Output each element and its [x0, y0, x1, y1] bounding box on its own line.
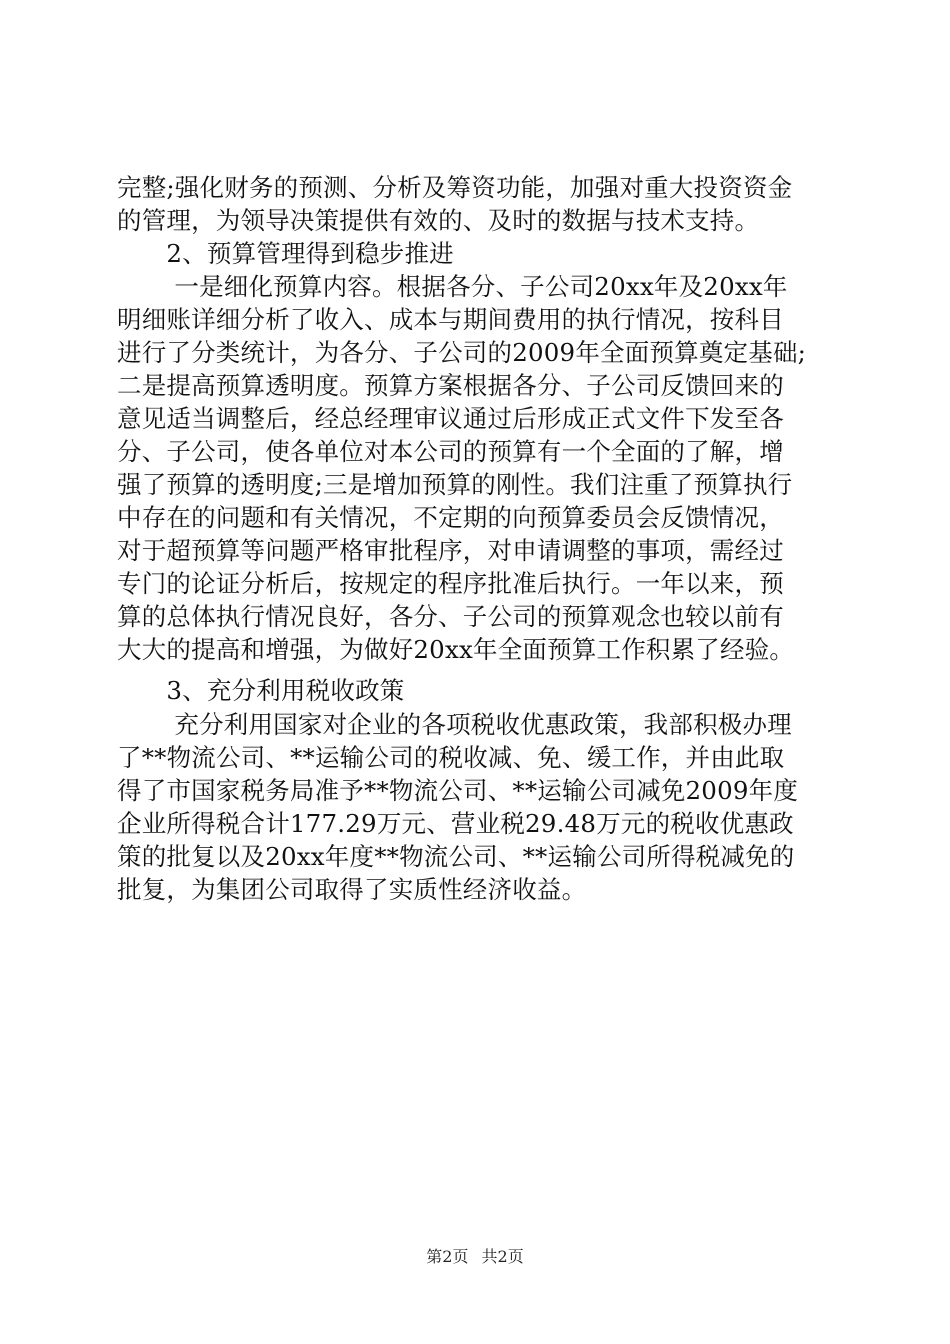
text-line: 了**物流公司、**运输公司的税收减、免、缓工作，并由此取 — [117, 743, 785, 772]
text-line: 充分利用国家对企业的各项税收优惠政策，我部积极办理 — [117, 710, 792, 739]
page-number: 第2页 — [426, 1247, 469, 1266]
text-line: 3、充分利用税收政策 — [117, 676, 405, 705]
text-line: 强了预算的透明度;三是增加预算的刚性。我们注重了预算执行 — [117, 470, 793, 499]
text-line: 对于超预算等问题严格审批程序，对申请调整的事项，需经过 — [117, 536, 784, 565]
text-line: 分、子公司，使各单位对本公司的预算有一个全面的了解，增 — [117, 437, 784, 466]
text-line: 一是细化预算内容。根据各分、子公司20xx年及20xx年 — [117, 272, 788, 301]
text-line: 策的批复以及20xx年度**物流公司、**运输公司所得税减免的 — [117, 842, 795, 871]
text-line: 专门的论证分析后，按规定的程序批准后执行。一年以来，预 — [117, 569, 784, 598]
page-total: 共2页 — [481, 1247, 524, 1266]
text-line: 中存在的问题和有关情况，不定期的向预算委员会反馈情况， — [117, 503, 784, 532]
text-line: 进行了分类统计，为各分、子公司的2009年全面预算奠定基础; — [117, 338, 807, 367]
text-line: 企业所得税合计177.29万元、营业税29.48万元的税收优惠政 — [117, 809, 794, 838]
text-line: 批复，为集团公司取得了实质性经济收益。 — [117, 875, 587, 904]
text-line: 明细账详细分析了收入、成本与期间费用的执行情况，按科目 — [117, 305, 784, 334]
text-line: 得了市国家税务局准予**物流公司、**运输公司减免2009年度 — [117, 776, 799, 805]
text-line: 的管理，为领导决策提供有效的、及时的数据与技术支持。 — [117, 206, 760, 235]
text-line: 算的总体执行情况良好，各分、子公司的预算观念也较以前有 — [117, 602, 784, 631]
text-line: 大大的提高和增强，为做好20xx年全面预算工作积累了经验。 — [117, 635, 795, 664]
page-footer — [0, 1244, 950, 1267]
text-line: 完整;强化财务的预测、分析及筹资功能，加强对重大投资资金 — [117, 173, 793, 202]
text-line: 意见适当调整后，经总经理审议通过后形成正式文件下发至各 — [117, 404, 784, 433]
text-line: 二是提高预算透明度。预算方案根据各分、子公司反馈回来的 — [117, 371, 784, 400]
text-line: 2、预算管理得到稳步推进 — [117, 239, 454, 268]
